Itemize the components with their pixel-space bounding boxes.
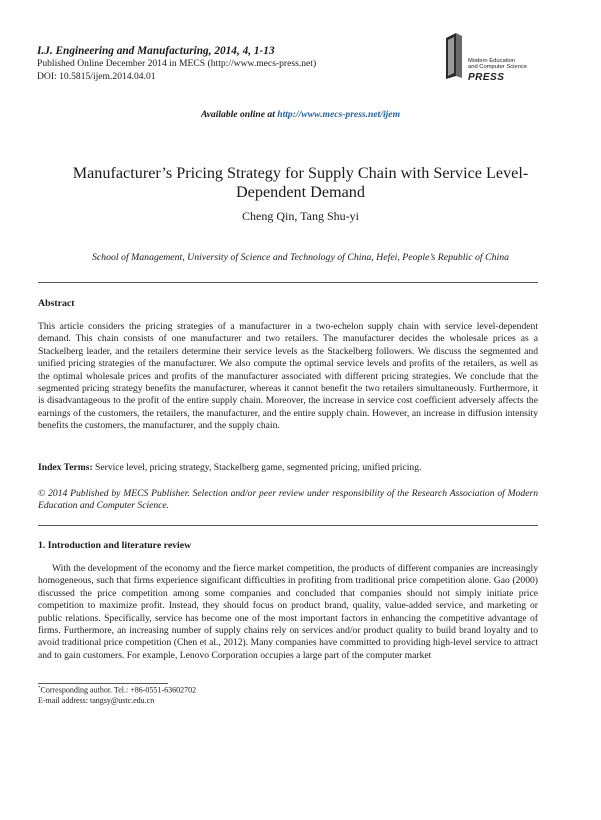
journal-citation: I.J. Engineering and Manufacturing, 2014, 4, 1-13 [37,45,275,57]
book-logo-icon [444,32,464,80]
publisher-name [468,58,527,71]
affiliation: School of Management, University of Science and Technology of China, Hefei, People’s Republic of China [91,252,510,263]
abstract-text: This article considers the pricing strategies of a manufacturer in a two-echelon supply chain with service level-dependent demand. This chain consists of one manufacturer and two retailers. The manufacturer decides the wholesale prices as a Stackelberg leader, and the retailers determine their service levels as the Stackelberg followers. We discuss the segmented and unified pricing strategies of the manufacturer. We also compute the optimal service levels and profits of the retailers, as well as the optimal wholesale prices and profits of the manufacturer associated with different pricing strategies. We conclude that the segmented pricing strategy benefits the manufacturer, whereas it cannot benefit the two retailers simultaneously. Furthermore, it is disadvantageous to the profit of the entire supply chain. Moreover, the increase in service cost coefficient adversely affects the earnings of the customers, the retailers, the manufacturer, and the entire supply chain. However, an increase in diffusion intensity benefits the customers, the manufacturer, and the supply chain. [38,321,538,432]
footnote-marker: * [38,686,41,691]
introduction-heading: 1. Introduction and literature review [38,540,192,551]
abstract-divider [38,525,538,526]
publisher-name-line2: and Computer Science [468,64,527,71]
paper-title: Manufacturer’s Pricing Strategy for Supply Chain with Service Level-Dependent Demand [72,164,529,201]
doi-line: DOI: 10.5815/ijem.2014.04.01 [37,70,156,82]
mecs-press-logo [444,30,560,88]
footnote-corresponding-text: Corresponding author. Tel.: +86-0551-63602702 [40,685,197,695]
index-terms-text: Service level, pricing strategy, Stackelberg game, segmented pricing, unified pricing. [92,462,422,473]
available-online-label: Available online at [200,109,278,120]
copyright-notice: © 2014 Published by MECS Publisher. Selection and/or peer review under responsibility of the Research Association of Modern Education and Computer Science. [38,488,538,512]
press-wordmark: PRESS [468,72,505,83]
index-terms-label: Index Terms: [38,462,93,473]
available-online-line [0,109,601,120]
footnote-corresponding-author [38,684,196,696]
footnote-email: E-mail address: tangsy@ustc.edu.cn [38,696,155,705]
journal-header [37,44,417,83]
author-list: Cheng Qin, Tang Shu-yi [242,209,359,223]
introduction-text: With the development of the economy and the fierce market competition, the products of different companies are increasingly homogeneous, such that firms experience significant difficulties in profiting from traditional price competition alone. Gao (2000) discussed the price competition among some companies and concluded that companies should not simply initiate price competition to maximize profit. Instead, they should focus on product brand, quality, value-added service, and marketing or public relations. Specifically, service has become one of the most important factors in enhancing the competitive advantage of firms. Furthermore, an increasing number of supply chains rely on services and/or product quality to build brand loyalty and to avoid traditional price competition (Chen et al., 2012). Many companies have committed to providing high-level service to attract and to gain customers. For example, Lenovo Corporation occupies a large part of the computer market [38,563,538,661]
publisher-name-line1: Modern Education [468,58,516,64]
abstract-heading: Abstract [38,298,75,309]
published-online-line: Published Online December 2014 in MECS (http://www.mecs-press.net) [37,58,317,69]
header-divider [38,282,538,283]
journal-url-link[interactable]: http://www.mecs-press.net/ijem [277,109,401,120]
index-terms [38,462,538,474]
